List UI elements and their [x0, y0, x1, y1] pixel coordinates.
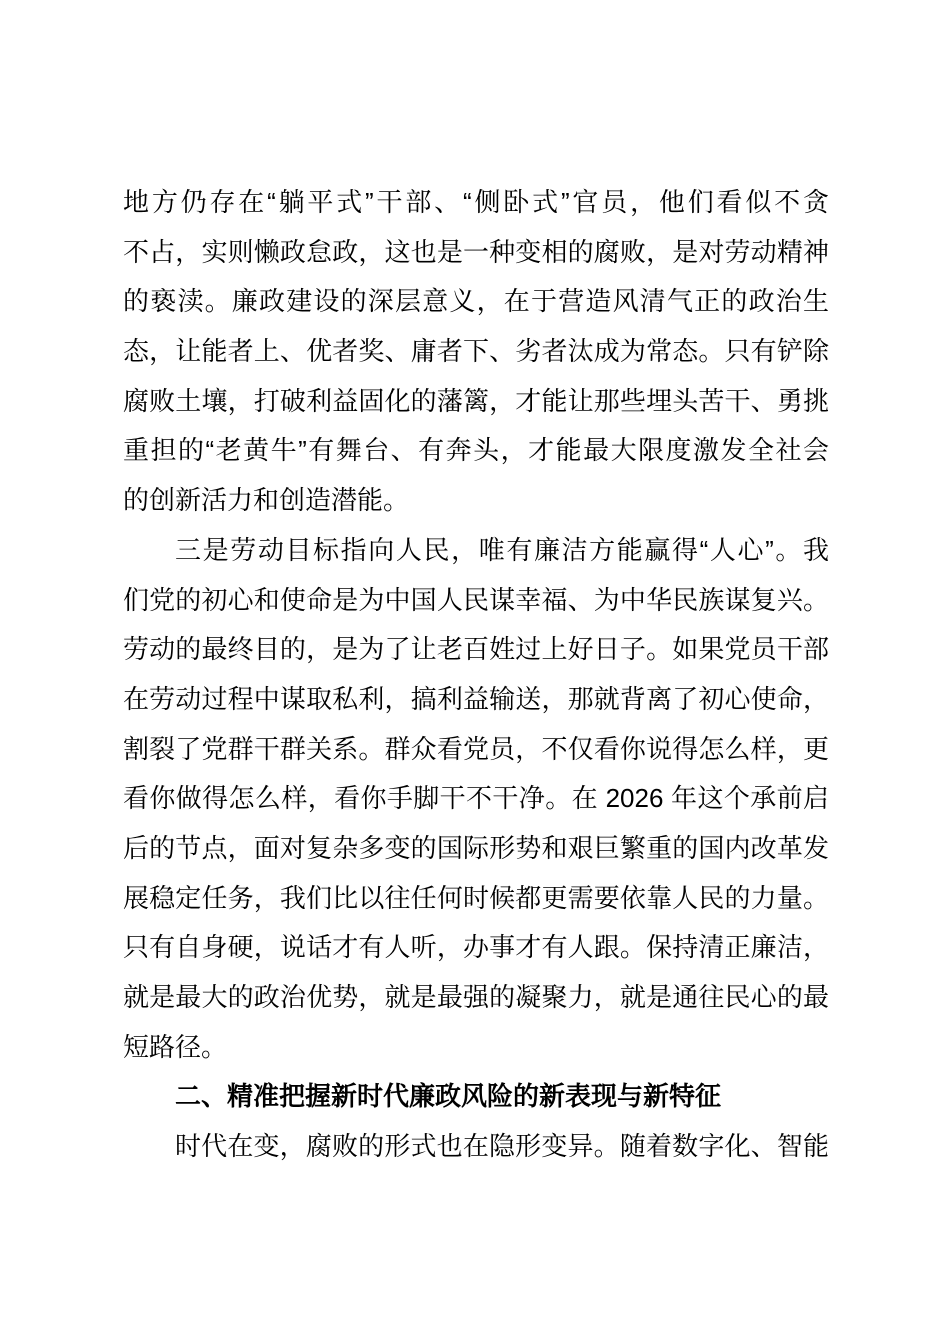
text-line: 割裂了党群干群关系。群众看党员，不仅看你说得怎么样，更: [123, 733, 829, 764]
text-line: 看你做得怎么样，看你手脚干不干净。在 2026 年这个承前启: [123, 783, 829, 814]
section-heading-two: [123, 1072, 829, 1122]
text-line: 重担的“老黄牛”有舞台、有奔头，才能最大限度激发全社会: [123, 435, 829, 466]
text-line: 的亵渎。廉政建设的深层意义，在于营造风清气正的政治生: [123, 286, 829, 317]
text-line: 态，让能者上、优者奖、庸者下、劣者汰成为常态。只有铲除: [123, 336, 829, 367]
text-line: 不占，实则懒政怠政，这也是一种变相的腐败，是对劳动精神: [123, 236, 829, 267]
text-line: 们党的初心和使命是为中国人民谋幸福、为中华民族谋复兴。: [123, 584, 829, 615]
text-line: 腐败土壤，打破利益固化的藩篱，才能让那些埋头苦干、勇挑: [123, 385, 829, 416]
text-line: 就是最大的政治优势，就是最强的凝聚力，就是通往民心的最: [123, 982, 829, 1012]
paragraph-era-changing: [123, 1122, 829, 1172]
document-text-area: [123, 178, 829, 1172]
text-line: 地方仍存在“躺平式”干部、“侧卧式”官员，他们看似不贪: [123, 187, 829, 217]
text-line: 在劳动过程中谋取私利，搞利益输送，那就背离了初心使命，: [123, 683, 829, 714]
text-line: 三是劳动目标指向人民，唯有廉洁方能赢得“人心”。我: [175, 534, 829, 565]
text-line: 后的节点，面对复杂多变的国际形势和艰巨繁重的国内改革发: [123, 832, 829, 863]
text-line: 时代在变，腐败的形式也在隐形变异。随着数字化、智能: [175, 1131, 829, 1162]
paragraph-lying-flat-cadres: [123, 178, 829, 526]
text-line: 的创新活力和创造潜能。: [123, 485, 410, 516]
text-line: 二、精准把握新时代廉政风险的新表现与新特征: [175, 1081, 722, 1112]
text-line: 展稳定任务，我们比以往任何时候都更需要依靠人民的力量。: [123, 882, 829, 913]
text-line: 短路径。: [123, 1031, 228, 1062]
paragraph-labor-goal-people: [123, 526, 829, 1073]
text-line: 劳动的最终目的，是为了让老百姓过上好日子。如果党员干部: [123, 634, 829, 665]
text-line: 只有自身硬，说话才有人听，办事才有人跟。保持清正廉洁，: [123, 932, 829, 963]
